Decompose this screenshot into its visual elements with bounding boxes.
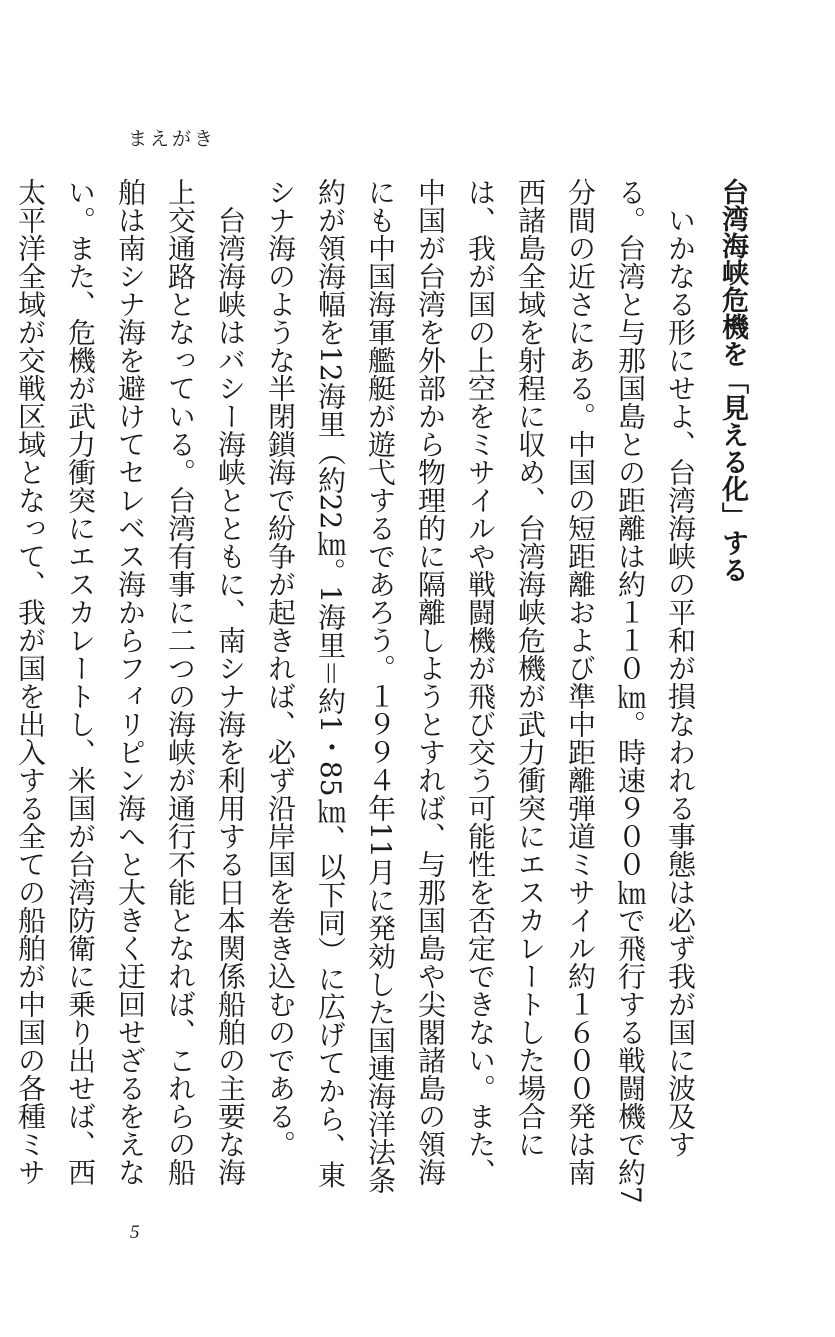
running-head: まえがき — [128, 128, 217, 150]
section-heading: 台湾海峡危機を「見える化」する — [717, 178, 748, 583]
paragraph-2: 台湾海峡はバシー海峡とともに、南シナ海を利用する日本関係船舶の主要な海上交通路となっている。台湾有事に二つの海峡が通行不能となれば、これらの船舶は南シナ海を避けてセレベス海からフィリピン海へと大きく迂回せざるをえない。また、危機が武力衝突にエスカレートし、米国が台湾防衛に乗り出せば、西太平洋全域が交戦区域となって、我が国を出入する全ての船舶が中国の各種ミサ — [14, 178, 247, 1186]
body-text — [14, 178, 757, 1208]
paragraph-1: いかなる形にせよ、台湾海峡の平和が損なわれる事態は必ず我が国に波及する。台湾と与那国島との距離は約１１０㎞。時速９００㎞で飛行する戦闘機で約7分間の近さにある。中国の短距離および準中距離弾道ミサイル約１６００発は南西諸島全域を射程に収め、台湾海峡危機が武力衝突にエスカレートした場合には、我が国の上空をミサイルや戦闘機が飛び交う可能性を否定できない。また、中国が台湾を外部から物理的に隔離しようとすれば、与那国島や尖閣諸島の領海にも中国海軍艦艇が遊弋するであろう。１９９４年11月に発効した国連海洋法条約が領海幅を12海里（約22㎞。1海里＝約1・85㎞、以下同）に広げてから、東シナ海のような半閉鎖海で紛争が起きれば、必ず沿岸国を巻き込むのである。 — [264, 178, 697, 1204]
page-number: 5 — [130, 1222, 140, 1243]
